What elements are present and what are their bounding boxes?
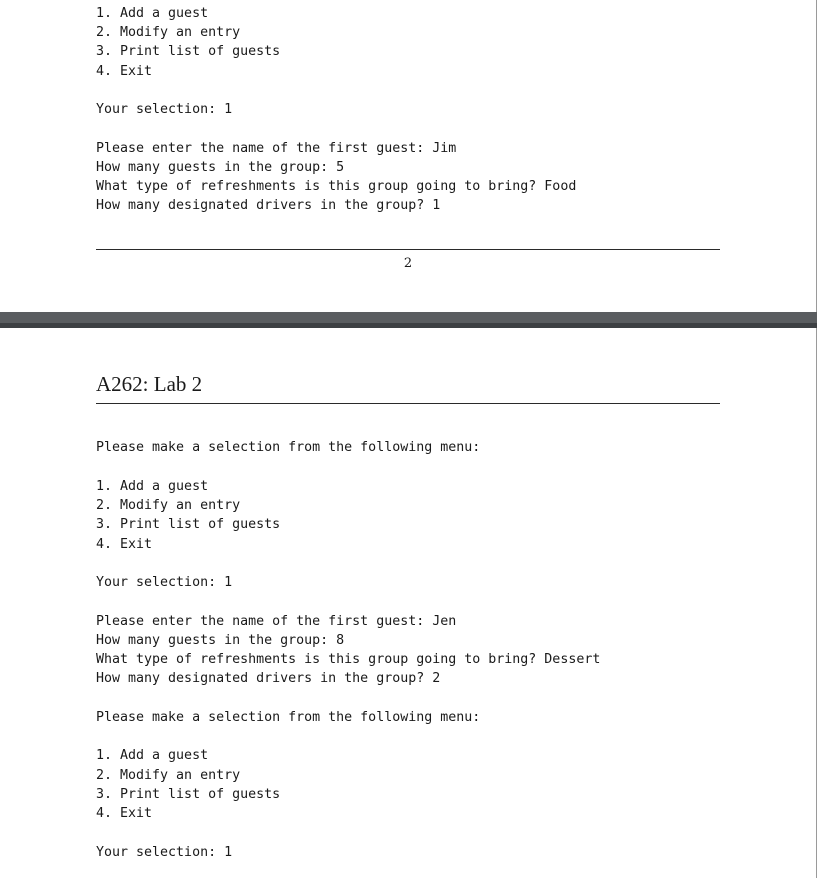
selection-line: Your selection: 1 xyxy=(96,575,233,590)
menu-option-exit: 4. Exit xyxy=(96,806,153,821)
menu-option-modify-entry: 2. Modify an entry xyxy=(96,25,241,40)
group-size-line: How many guests in the group: 5 xyxy=(96,160,345,175)
page-separator xyxy=(0,312,817,328)
group-size-line: How many guests in the group: 8 xyxy=(96,633,345,648)
menu-option-modify-entry: 2. Modify an entry xyxy=(96,768,241,783)
refreshments-line: What type of refreshments is this group going to bring? Dessert xyxy=(96,652,601,667)
footer-rule xyxy=(96,249,720,250)
menu-prompt: Please make a selection from the following menu: xyxy=(96,710,481,725)
drivers-line: How many designated drivers in the group? 2 xyxy=(96,671,441,686)
refreshments-line: What type of refreshments is this group going to bring? Food xyxy=(96,179,577,194)
page-number: 2 xyxy=(403,256,413,271)
pdf-page-3 xyxy=(0,328,817,878)
pdf-page-2 xyxy=(0,0,817,312)
menu-option-modify-entry: 2. Modify an entry xyxy=(96,498,241,513)
selection-line: Your selection: 1 xyxy=(96,102,233,117)
menu-option-print-list: 3. Print list of guests xyxy=(96,44,281,59)
page-header-title: A262: Lab 2 xyxy=(96,372,203,396)
drivers-line: How many designated drivers in the group? 1 xyxy=(96,198,441,213)
menu-option-print-list: 3. Print list of guests xyxy=(96,517,281,532)
menu-option-exit: 4. Exit xyxy=(96,64,153,79)
selection-line: Your selection: 1 xyxy=(96,845,233,860)
header-rule xyxy=(96,403,720,404)
menu-option-add-guest: 1. Add a guest xyxy=(96,6,209,21)
menu-option-exit: 4. Exit xyxy=(96,537,153,552)
guest-name-line: Please enter the name of the first guest: Jen xyxy=(96,614,457,629)
guest-name-line: Please enter the name of the first guest: Jim xyxy=(96,141,457,156)
menu-prompt: Please make a selection from the following menu: xyxy=(96,440,481,455)
menu-option-add-guest: 1. Add a guest xyxy=(96,748,209,763)
menu-option-print-list: 3. Print list of guests xyxy=(96,787,281,802)
menu-option-add-guest: 1. Add a guest xyxy=(96,479,209,494)
